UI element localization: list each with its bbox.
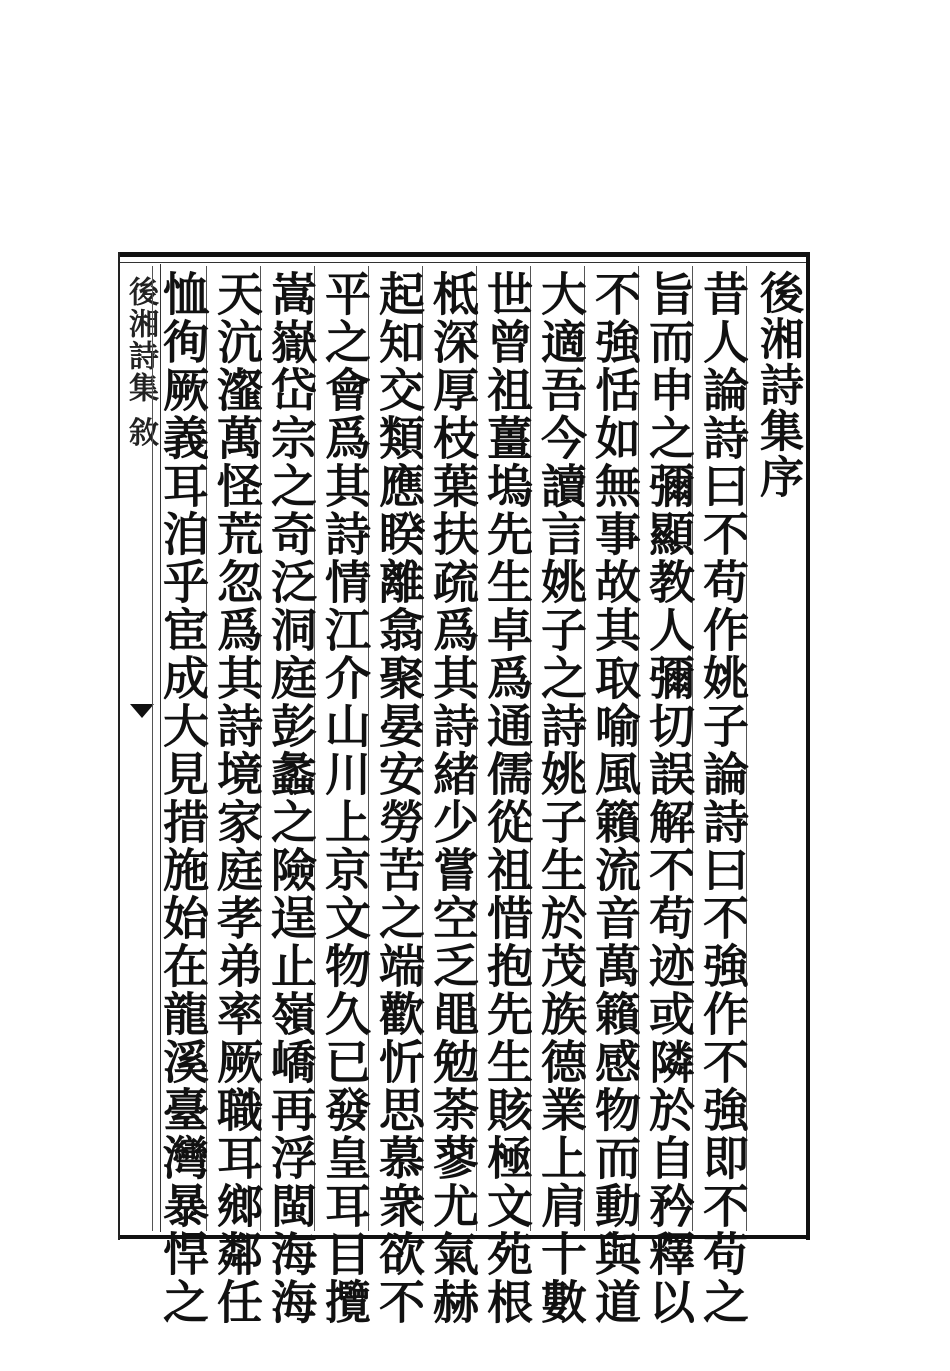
text-column-title xyxy=(746,266,802,1231)
column-text: 旨而申之彌顯教人彌切誤解不苟迹或隣於自矜釋以 xyxy=(642,270,696,1326)
text-column xyxy=(422,266,480,1326)
text-column xyxy=(260,266,318,1326)
text-column xyxy=(692,266,750,1326)
page-frame xyxy=(118,252,810,1326)
fishtail-mark xyxy=(130,704,154,718)
top-border-inner xyxy=(118,262,810,263)
column-text: 柢深厚枝葉扶疏爲其詩緒少嘗空乏黽勉荼蓼尤氣赫 xyxy=(426,270,480,1326)
top-border xyxy=(118,252,810,257)
text-column xyxy=(638,266,696,1326)
left-border xyxy=(118,252,120,1240)
column-text: 起知交類應睽離翕聚晏安勞苦之端歡忻思慕衆欲不 xyxy=(372,270,426,1326)
text-column xyxy=(314,266,372,1326)
text-column xyxy=(530,266,588,1326)
column-text: 昔人論詩曰不苟作姚子論詩曰不強作不強即不苟之 xyxy=(696,270,750,1326)
text-column xyxy=(206,266,264,1326)
column-text: 不強恬如無事故其取喻風籟流音萬籟感物而動與道 xyxy=(588,270,642,1326)
preface-title: 後湘詩集序 xyxy=(752,270,803,500)
banxin-label: 後湘詩集 敘 xyxy=(123,276,158,449)
text-column xyxy=(476,266,534,1326)
column-text: 世曾祖薑塢先生卓爲通儒從祖惜抱先生賅極文苑根 xyxy=(480,270,534,1326)
text-column xyxy=(584,266,642,1326)
text-columns xyxy=(156,266,803,1326)
column-text: 大適吾今讀言姚子之詩姚子生於茂族德業上肩十數 xyxy=(534,270,588,1326)
text-column xyxy=(368,266,426,1326)
right-border xyxy=(806,252,810,1240)
column-text: 平之會爲其詩情江介山川上京文物久已發皇耳目攬 xyxy=(318,270,372,1326)
column-text: 恤徇厥義耳洎乎宦成大見措施始在龍溪臺灣暴悍之 xyxy=(156,270,210,1326)
column-text: 天沆瀣萬怪荒忽爲其詩境家庭孝弟率厥職耳鄉鄰任 xyxy=(210,270,264,1326)
text-column xyxy=(152,266,210,1326)
column-text: 嵩嶽岱宗之奇泛洞庭彭蠡之險逞止嶺嶠再浮閩海海 xyxy=(264,270,318,1326)
